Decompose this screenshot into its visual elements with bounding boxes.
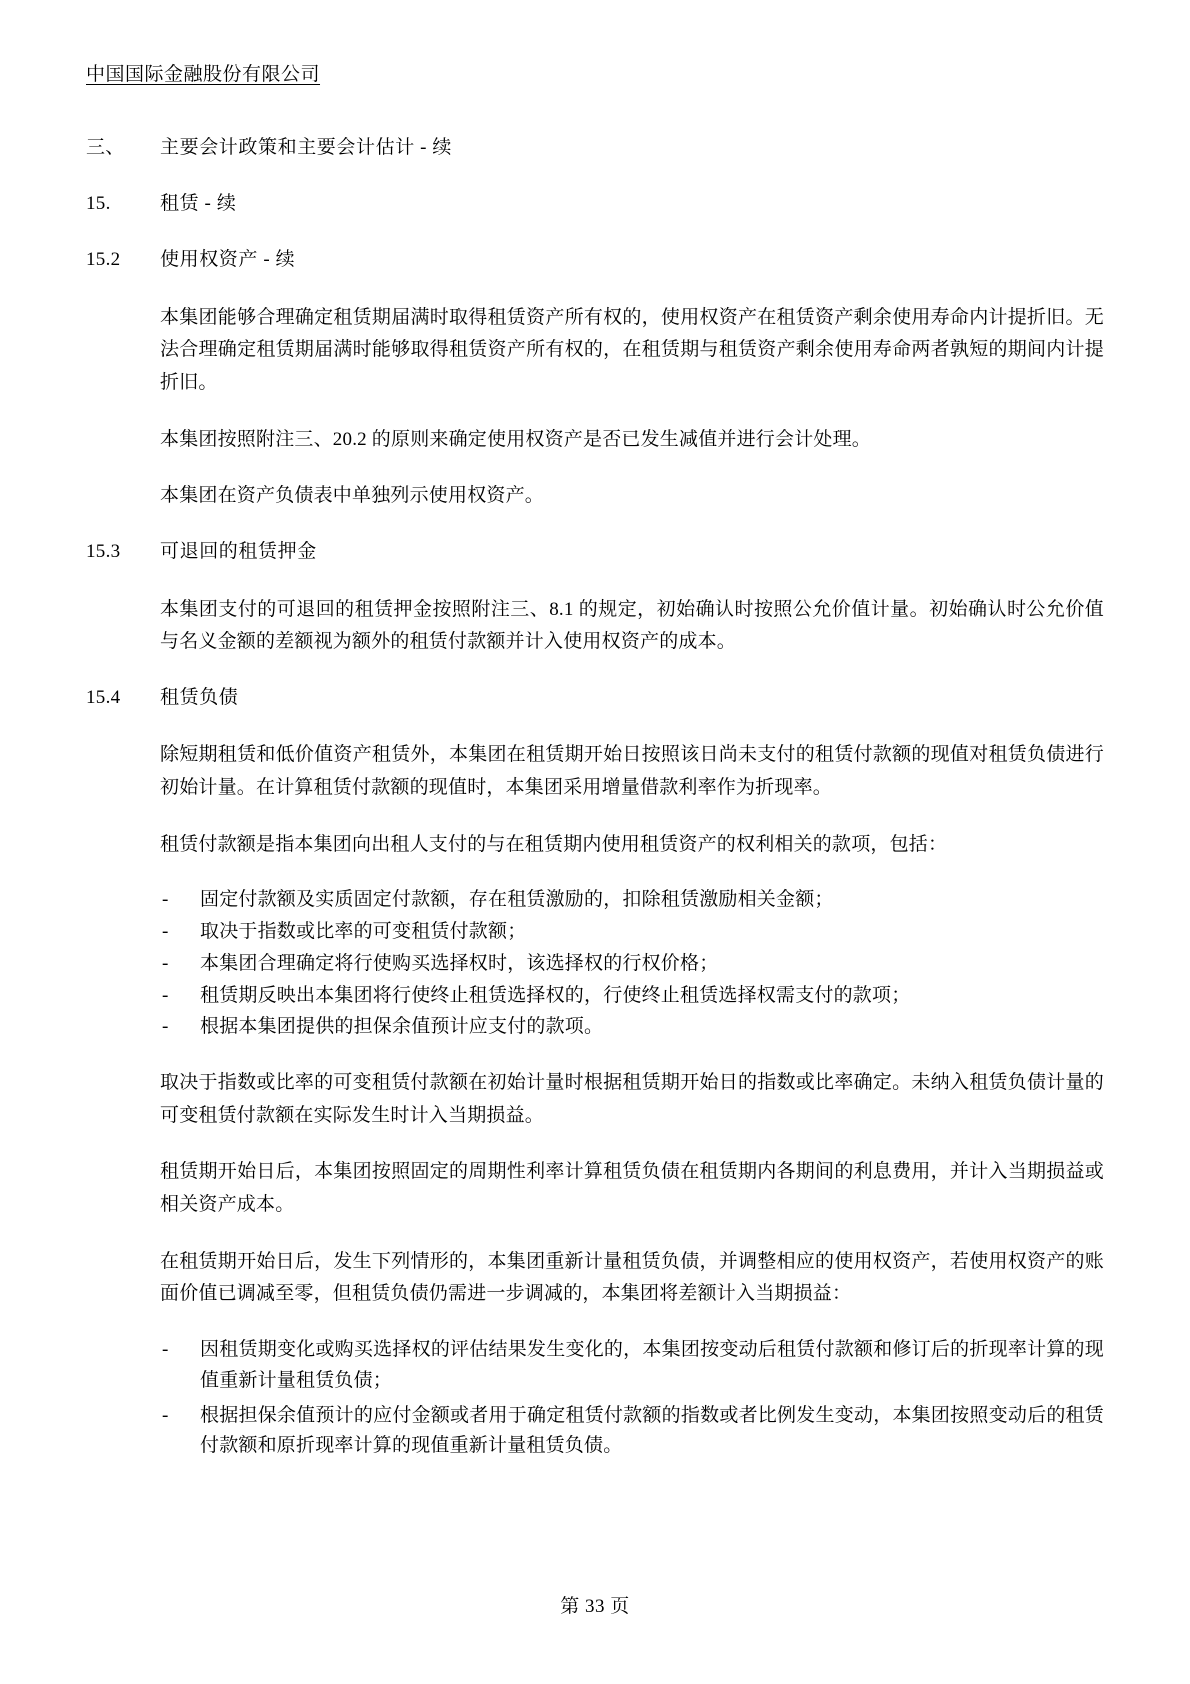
paragraph: 本集团支付的可退回的租赁押金按照附注三、8.1 的规定，初始确认时按照公允价值计量。初始确认时公允价值与名义金额的差额视为额外的租赁付款额并计入使用权资产的成本。 [160,598,1104,653]
list-item-text: 因租赁期变化或购买选择权的评估结果发生变化的，本集团按变动后租赁付款额和修订后的折现率计算的现值重新计量租赁负债； [200,1339,1104,1391]
subsection-title: 可退回的租赁押金 [160,541,317,563]
dash-bullet: - [162,1404,169,1426]
dash-bullet: - [162,1016,169,1038]
subsection-title: 租赁负债 [160,686,239,708]
dash-bullet: - [162,1339,169,1361]
dash-bullet: - [162,984,169,1006]
section-title: 主要会计政策和主要会计估计 - 续 [160,136,453,158]
list-item [160,1012,1104,1043]
list-item [160,981,1104,1012]
section-number: 15. [86,192,111,214]
subsection-heading-15-2 [86,245,1104,275]
subsection-number: 15.3 [86,541,121,563]
section-number: 三、 [86,136,125,158]
list-item [160,1401,1104,1463]
page-footer: 第 33 页 [560,1596,630,1617]
section-heading-3 [86,133,1104,163]
subsection-number: 15.4 [86,686,121,708]
list-item [160,885,1104,916]
paragraph: 租赁付款额是指本集团向出租人支付的与在租赁期内使用租赁资产的权利相关的款项，包括： [160,833,948,855]
lease-liability-remeasurement-list [160,1335,1104,1462]
subsection-15-4-body [160,739,1104,1462]
subsection-heading-15-4 [86,683,1104,713]
paragraph: 除短期租赁和低价值资产租赁外，本集团在租赁期开始日按照该日尚未支付的租赁付款额的现值对租赁负债进行初始计量。在计算租赁付款额的现值时，本集团采用增量借款利率作为折现率。 [160,744,1104,798]
list-item-text: 租赁期反映出本集团将行使终止租赁选择权的，行使终止租赁选择权需支付的款项； [200,984,911,1006]
subsection-15-3-body [160,594,1104,659]
paragraph: 租赁期开始日后，本集团按照固定的周期性利率计算租赁负债在租赁期内各期间的利息费用，并计入当期损益或相关资产成本。 [160,1161,1104,1216]
paragraph: 本集团按照附注三、20.2 的原则来确定使用权资产是否已发生减值并进行会计处理。 [160,428,872,450]
list-item-text: 本集团合理确定将行使购买选择权时，该选择权的行权价格； [200,952,719,974]
paragraph: 取决于指数或比率的可变租赁付款额在初始计量时根据租赁期开始日的指数或比率确定。未纳入租赁负债计量的可变租赁付款额在实际发生时计入当期损益。 [160,1072,1104,1126]
paragraph: 在租赁期开始日后，发生下列情形的，本集团重新计量租赁负债，并调整相应的使用权资产，若使用权资产的账面价值已调减至零，但租赁负债仍需进一步调减的，本集团将差额计入当期损益： [160,1250,1104,1305]
page-header-company: 中国国际金融股份有限公司 [86,64,321,85]
section-title: 租赁 - 续 [160,192,237,214]
lease-payment-components-list [160,885,1104,1043]
list-item [160,949,1104,980]
list-item-text: 根据本集团提供的担保余值预计应支付的款项。 [200,1016,604,1038]
paragraph: 本集团在资产负债表中单独列示使用权资产。 [160,485,545,507]
list-item-text: 取决于指数或比率的可变租赁付款额； [200,921,527,943]
paragraph: 本集团能够合理确定租赁期届满时取得租赁资产所有权的，使用权资产在租赁资产剩余使用寿命内计提折旧。无法合理确定租赁期届满时能够取得租赁资产所有权的，在租赁期与租赁资产剩余使用寿命两者孰短的期间内计提折旧。 [160,306,1104,394]
subsection-heading-15-3 [86,537,1104,567]
subsection-number: 15.2 [86,249,121,271]
dash-bullet: - [162,889,169,911]
list-item [160,1335,1104,1397]
dash-bullet: - [162,921,169,943]
subsection-title: 使用权资产 - 续 [160,249,296,271]
list-item [160,917,1104,948]
subsection-15-2-body [160,302,1104,513]
list-item-text: 根据担保余值预计的应付金额或者用于确定租赁付款额的指数或者比例发生变动，本集团按照变动后的租赁付款额和原折现率计算的现值重新计量租赁负债。 [200,1404,1104,1457]
dash-bullet: - [162,952,169,974]
list-item-text: 固定付款额及实质固定付款额，存在租赁激励的，扣除租赁激励相关金额； [200,889,834,911]
section-heading-15 [86,189,1104,219]
